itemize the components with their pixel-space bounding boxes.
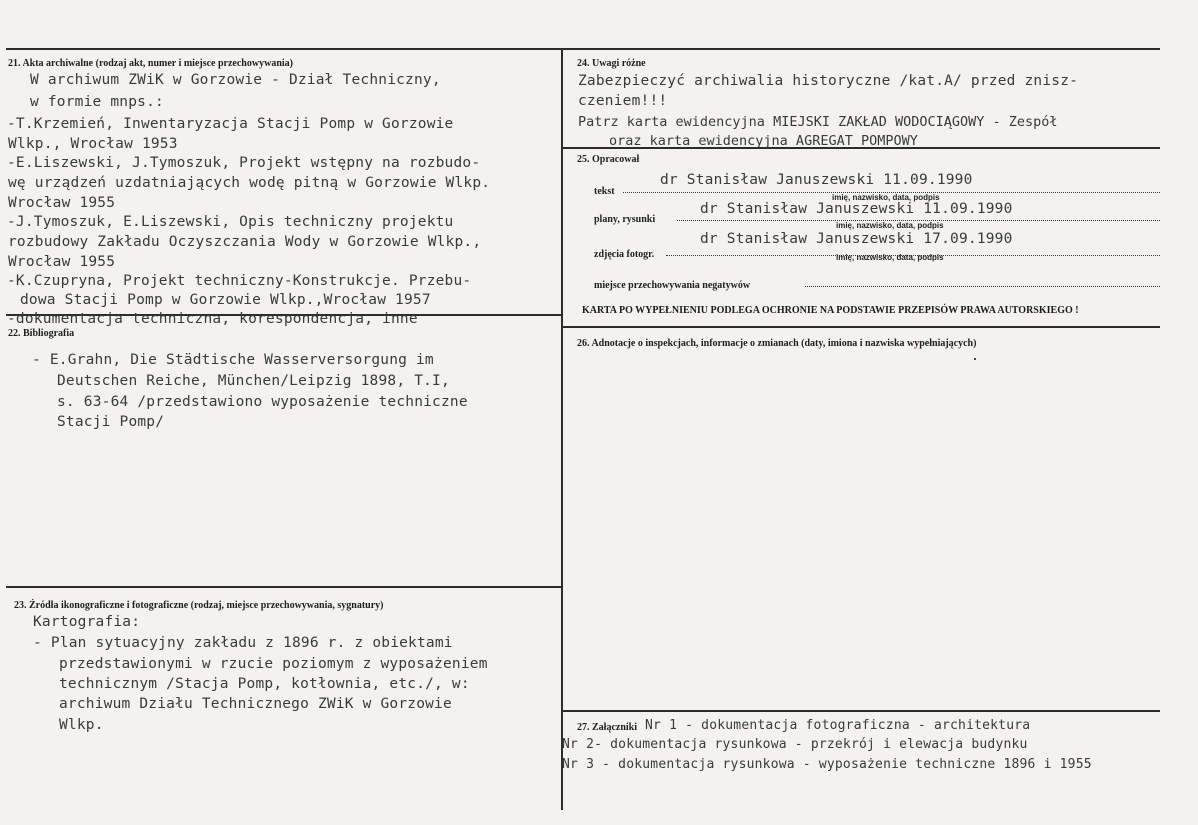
s21-line-6: wę urządzeń uzdatniających wodę pitną w Gorzowie Wlkp. xyxy=(8,175,491,191)
s23-line-1: Kartografia: xyxy=(33,614,141,630)
s27-line-1: Nr 1 - dokumentacja fotograficzna - architektura xyxy=(645,718,1031,733)
divider-22-23 xyxy=(6,586,562,588)
section-21-title: 21. Akta archiwalne xyxy=(8,58,94,69)
s25-row-2-label: plany, rysunki xyxy=(594,214,656,225)
s21-line-12: dowa Stacji Pomp w Gorzowie Wlkp.,Wrocław 1957 xyxy=(20,292,431,308)
s23-line-2: - Plan sytuacyjny zakładu z 1896 r. z obiektami xyxy=(33,635,453,651)
s27-line-2: Nr 2- dokumentacja rysunkowa - przekrój i elewacja budynku xyxy=(562,737,1028,752)
s25-row-2-caption: imię, nazwisko, data, podpis xyxy=(836,221,944,230)
s21-line-8: -J.Tymoszuk, E.Liszewski, Opis techniczny projektu xyxy=(7,214,454,230)
s21-line-10: Wrocław 1955 xyxy=(8,254,116,270)
s21-line-4: Wlkp., Wrocław 1953 xyxy=(8,136,178,152)
divider-26-27 xyxy=(562,710,1160,712)
s21-line-7: Wrocław 1955 xyxy=(8,195,116,211)
section-25-label: 25. Opracował xyxy=(577,154,640,165)
s23-line-5: archiwum Działu Technicznego ZWiK w Gorzowie xyxy=(59,696,452,712)
s25-row-3-caption: imię, nazwisko, data, podpis xyxy=(836,253,944,262)
section-26-title: 26. Adnotacje o inspekcjach, informacje o zmianach xyxy=(577,338,799,349)
s21-line-3: -T.Krzemień, Inwentaryzacja Stacji Pomp w Gorzowie xyxy=(7,116,454,132)
section-27-label: 27. Załączniki xyxy=(577,722,638,733)
copyright-notice: KARTA PO WYPEŁNIENIU PODLEGA OCHRONIE NA PODSTAWIE PRZEPISÓW PRAWA AUTORSKIEGO ! xyxy=(582,305,1079,316)
top-rule xyxy=(6,48,1160,50)
s24-line-4: oraz karta ewidencyjna AGREGAT POMPOWY xyxy=(609,133,918,149)
s25-row-1-value: dr Stanisław Januszewski 11.09.1990 xyxy=(660,172,973,188)
section-22-label: 22. Bibliografia xyxy=(8,328,75,339)
s21-line-2: w formie mnps.: xyxy=(30,94,164,110)
s22-line-4: Stacji Pomp/ xyxy=(57,414,165,430)
s25-row-1-caption: imię, nazwisko, data, podpis xyxy=(832,193,940,202)
s25-row-2-value: dr Stanisław Januszewski 11.09.1990 xyxy=(700,201,1013,217)
section-24-label: 24. Uwagi różne xyxy=(577,58,646,69)
s21-line-11: -K.Czupryna, Projekt techniczny-Konstrukcje. Przebu- xyxy=(7,273,472,289)
s21-line-13: -dokumentacja techniczna, korespondencja, inne xyxy=(7,311,418,327)
s21-line-1: W archiwum ZWiK w Gorzowie - Dział Techniczny, xyxy=(30,72,441,88)
section-21-subtitle: (rodzaj akt, numer i miejsce przechowywania) xyxy=(95,58,293,69)
s23-line-3: przedstawionymi w rzucie poziomym z wyposażeniem xyxy=(59,656,488,672)
s27-line-3: Nr 3 - dokumentacja rysunkowa - wyposażenie techniczne 1896 i 1955 xyxy=(562,757,1092,772)
section-26-mark xyxy=(974,358,976,360)
s22-line-3: s. 63-64 /przedstawiono wyposażenie techniczne xyxy=(57,394,468,410)
s25-row-3-label: zdjęcia fotogr. xyxy=(594,249,655,260)
s23-line-6: Wlkp. xyxy=(59,717,104,733)
section-26-subtitle: (daty, imiona i nazwiska wypełniających) xyxy=(801,338,977,349)
s22-line-1: - E.Grahn, Die Städtische Wasserversorgung im xyxy=(32,352,434,368)
s25-row-3-value: dr Stanisław Januszewski 17.09.1990 xyxy=(700,231,1013,247)
section-26-label xyxy=(577,338,976,349)
s21-line-9: rozbudowy Zakładu Oczyszczania Wody w Gorzowie Wlkp., xyxy=(8,234,482,250)
center-divider xyxy=(561,48,563,810)
s25-row-1-label: tekst xyxy=(594,186,615,197)
section-23-subtitle: (rodzaj, miejsce przechowywania, sygnatury) xyxy=(190,600,384,611)
s25-negatives-label: miejsce przechowywania negatywów xyxy=(594,280,751,291)
section-21-label xyxy=(8,58,293,69)
s24-line-1: Zabezpieczyć archiwalia historyczne /kat.A/ przed znisz- xyxy=(578,73,1079,89)
divider-25-26 xyxy=(562,326,1160,328)
s21-line-5: -E.Liszewski, J.Tymoszuk, Projekt wstępny na rozbudo- xyxy=(7,155,481,171)
s22-line-2: Deutschen Reiche, München/Leipzig 1898, T.I, xyxy=(57,373,450,389)
s25-negatives-line xyxy=(805,286,1160,287)
s24-line-3: Patrz karta ewidencyjna MIEJSKI ZAKŁAD WODOCIĄGOWY - Zespół xyxy=(578,114,1058,130)
s23-line-4: technicznym /Stacja Pomp, kotłownia, etc./, w: xyxy=(59,676,470,692)
section-23-title: 23. Źródła ikonograficzne i fotograficzne xyxy=(14,600,189,611)
section-23-label xyxy=(14,600,383,611)
s24-line-2: czeniem!!! xyxy=(578,93,668,109)
